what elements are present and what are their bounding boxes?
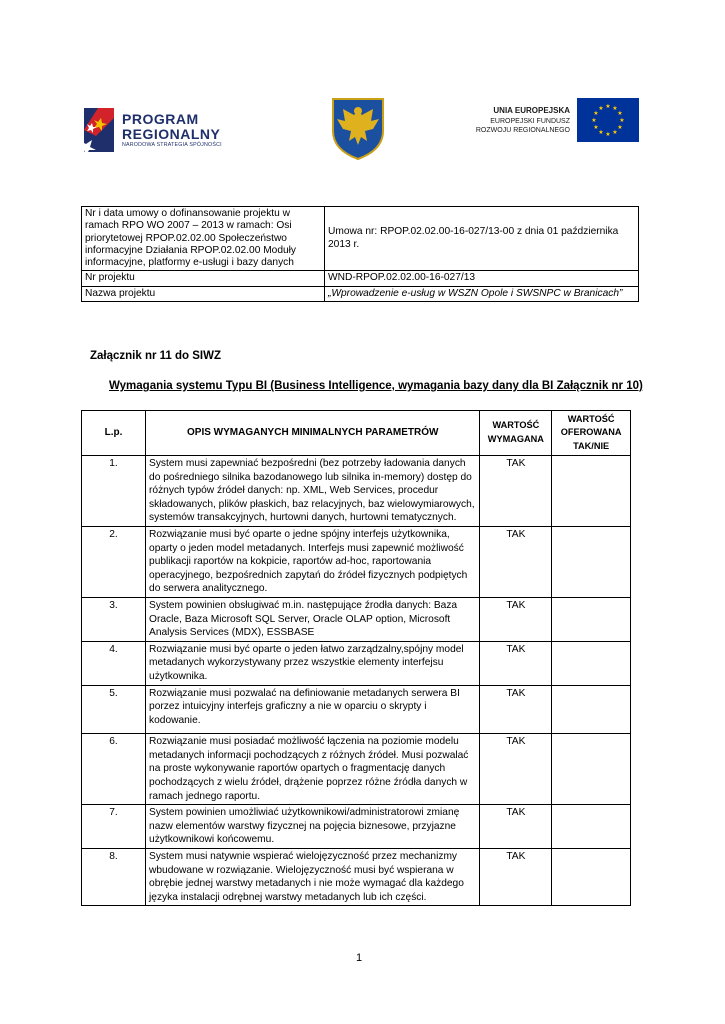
svg-text:★: ★ xyxy=(619,117,625,124)
table-row xyxy=(82,597,631,641)
row-wymagana: TAK xyxy=(480,526,552,597)
row-opis: Rozwiązanie musi posiadać możliwość łączenia na poziomie modelu metadanych informacji pochodzących z różnych źródeł. Musi pozwalać na proste wykonywanie raportów opartych o fragmentację danych pochodzących z wielu źródeł, drążenie poprzez różne źródła danych w ramach jednego raportu. xyxy=(146,734,480,805)
info-row-project-number xyxy=(82,271,639,286)
opole-coat-of-arms-icon xyxy=(329,97,387,161)
table-row xyxy=(82,734,631,805)
row-oferowana[interactable] xyxy=(552,526,631,597)
contract-value: Umowa nr: RPOP.02.02.00-16-027/13-00 z dnia 01 października 2013 r. xyxy=(325,207,639,271)
annex-title: Załącznik nr 11 do SIWZ xyxy=(90,350,222,362)
row-lp: 5. xyxy=(82,685,146,734)
header-oferowana: WARTOŚĆ OFEROWANA TAK/NIE xyxy=(552,411,631,456)
table-row xyxy=(82,456,631,527)
row-lp: 2. xyxy=(82,526,146,597)
info-row-contract xyxy=(82,207,639,271)
svg-text:★: ★ xyxy=(605,131,611,138)
row-lp: 6. xyxy=(82,734,146,805)
svg-text:★: ★ xyxy=(617,124,623,131)
row-wymagana: TAK xyxy=(480,641,552,685)
table-row xyxy=(82,641,631,685)
row-wymagana: TAK xyxy=(480,805,552,849)
row-wymagana: TAK xyxy=(480,849,552,906)
row-oferowana[interactable] xyxy=(552,641,631,685)
row-opis: System powinien umożliwiać użytkownikowi/administratorowi zmianę nazw elementów warstwy fizycznej na pojęcia biznesowe, przyjazne użytkownikowi końcowemu. xyxy=(146,805,480,849)
project-info-table xyxy=(81,206,639,302)
program-regionalny-logo xyxy=(78,100,248,156)
program-regionalny-emblem-icon xyxy=(78,100,122,156)
header-wymagana: WARTOŚĆ WYMAGANA xyxy=(480,411,552,456)
row-opis: System musi natywnie wspierać wielojęzyczność przez mechanizmy wbudowane w rozwiązanie. Wielojęzyczność musi być wspierana w obrębie jednej warstwy metadanych i nie może wymagać dla każdego języka instalacji odrębnej warstwy metadanych lub ich części. xyxy=(146,849,480,906)
eu-logo-line1: UNIA EUROPEJSKA xyxy=(493,106,570,115)
eu-logo-line2: EUROPEJSKI FUNDUSZ xyxy=(490,118,570,125)
eu-flag-icon xyxy=(577,98,639,142)
table-row xyxy=(82,849,631,906)
page-number: 1 xyxy=(356,952,363,964)
table-row xyxy=(82,805,631,849)
row-lp: 3. xyxy=(82,597,146,641)
svg-text:★: ★ xyxy=(598,105,604,112)
project-name-label: Nazwa projektu xyxy=(82,286,325,301)
program-logo-line2: REGIONALNY xyxy=(122,126,221,142)
svg-text:★: ★ xyxy=(591,117,597,124)
header-lp: L.p. xyxy=(82,411,146,456)
row-oferowana[interactable] xyxy=(552,685,631,734)
row-lp: 7. xyxy=(82,805,146,849)
row-wymagana: TAK xyxy=(480,685,552,734)
row-oferowana[interactable] xyxy=(552,456,631,527)
svg-text:★: ★ xyxy=(605,103,611,110)
eu-logo xyxy=(470,98,640,146)
row-opis: Rozwiązanie musi być oparte o jeden łatwo zarządzalny,spójny model metadanych wykorzystywany przez wszystkie elementy interfejsu użytkownika. xyxy=(146,641,480,685)
svg-text:★: ★ xyxy=(593,110,599,117)
row-oferowana[interactable] xyxy=(552,849,631,906)
row-wymagana: TAK xyxy=(480,734,552,805)
contract-label: Nr i data umowy o dofinansowanie projektu w ramach RPO WO 2007 – 2013 w ramach: Osi priorytetowej RPOP.02.02.00 Społeczeństwo informacyjne Działania RPOP.02.02.00 Moduły informacyjne, platformy e-usługi i bazy danych xyxy=(82,207,325,271)
svg-text:★: ★ xyxy=(598,129,604,136)
row-opis: Rozwiązanie musi pozwalać na definiowanie metadanych serwera BI porzez intuicyjny interfejs graficzny a nie w oparciu o skrypty i kodowanie. xyxy=(146,685,480,734)
svg-text:★: ★ xyxy=(617,110,623,117)
eu-logo-line3: ROZWOJU REGIONALNEGO xyxy=(475,127,570,134)
header-opis: OPIS WYMAGANYCH MINIMALNYCH PARAMETRÓW xyxy=(146,411,480,456)
row-oferowana[interactable] xyxy=(552,597,631,641)
table-row xyxy=(82,526,631,597)
program-logo-line1: PROGRAM xyxy=(122,111,199,127)
row-opis: System powinien obsługiwać m.in. następujące źrodła danych: Baza Oracle, Baza Microsoft SQL Server, Oracle OLAP option, Microsoft Analysis Services (MDX), ESSBASE xyxy=(146,597,480,641)
svg-text:★: ★ xyxy=(612,129,618,136)
section-title: Wymagania systemu Typu BI (Business Intelligence, wymagania bazy dany dla BI Załącznik nr 10) xyxy=(109,380,643,392)
row-opis: Rozwiązanie musi być oparte o jedne spójny interfejs użytkownika, oparty o jeden model metadanych. Interfejs musi zapewnić możliwość publikacji raportów na kokpicie, raportów ad-hoc, raportowania operacyjnego, bezpośrednich zapytań do źródeł fizycznych podpiętych do serwera analitycznego. xyxy=(146,526,480,597)
project-name-value: „Wprowadzenie e-usług w WSZN Opole i SWSNPC w Branicach” xyxy=(325,286,639,301)
requirements-header-row xyxy=(82,411,631,456)
table-row xyxy=(82,685,631,734)
row-oferowana[interactable] xyxy=(552,805,631,849)
row-lp: 8. xyxy=(82,849,146,906)
row-opis: System musi zapewniać bezpośredni (bez potrzeby ładowania danych do pośredniego silnika bazodanowego lub silnika in-memory) dostęp do różnych typów źródeł danych: np. XML, Web Services, procedur składowanych, plików płaskich, baz relacyjnych, baz wielowymiarowych, systemów transakcyjnych, hurtowni danych, hurtowni tematycznych. xyxy=(146,456,480,527)
svg-text:★: ★ xyxy=(612,105,618,112)
row-lp: 1. xyxy=(82,456,146,527)
project-number-value: WND-RPOP.02.02.00-16-027/13 xyxy=(325,271,639,286)
row-wymagana: TAK xyxy=(480,456,552,527)
svg-text:★: ★ xyxy=(593,124,599,131)
program-logo-line3: NARODOWA STRATEGIA SPÓJNOŚCI xyxy=(122,142,222,148)
project-number-label: Nr projektu xyxy=(82,271,325,286)
info-row-project-name xyxy=(82,286,639,301)
row-oferowana[interactable] xyxy=(552,734,631,805)
row-wymagana: TAK xyxy=(480,597,552,641)
row-lp: 4. xyxy=(82,641,146,685)
requirements-table xyxy=(81,410,631,906)
